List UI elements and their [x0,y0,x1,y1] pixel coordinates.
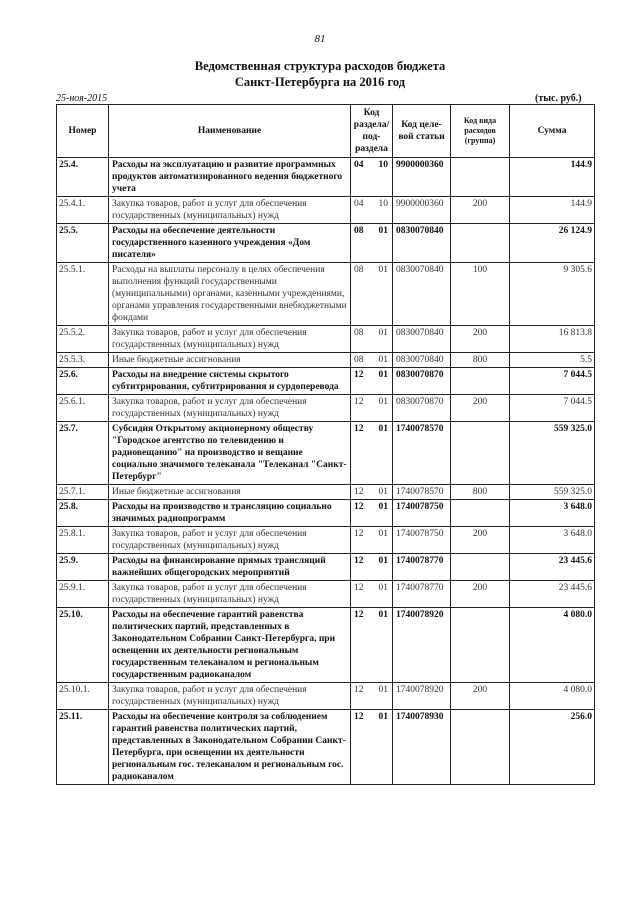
row-section-code: 08 [351,263,372,326]
row-target-code: 9900000360 [393,158,451,197]
row-number: 25.5.1. [57,263,109,326]
table-row [57,422,595,485]
row-name: Расходы на финансирование прямых трансляций важнейших общегородских мероприятий [109,554,351,581]
row-expense-type-code [451,158,510,197]
row-target-code: 0830070870 [393,395,451,422]
row-number: 25.9.1. [57,581,109,608]
row-section-code: 08 [351,353,372,368]
header-num: Номер [57,105,109,158]
row-name: Закупка товаров, работ и услуг для обеспечения государственных (муниципальных) нужд [109,395,351,422]
row-subsection-code: 01 [372,683,393,710]
row-subsection-code: 01 [372,353,393,368]
row-section-code: 08 [351,326,372,353]
row-sum: 5.5 [510,353,595,368]
row-section-code: 12 [351,710,372,785]
row-target-code: 1740078770 [393,581,451,608]
row-subsection-code: 01 [372,608,393,683]
row-section-code: 12 [351,683,372,710]
page-number: 81 [314,33,326,45]
row-expense-type-code [451,422,510,485]
row-number: 25.10. [57,608,109,683]
row-target-code: 1740078750 [393,527,451,554]
table-row [57,263,595,326]
table-row [57,485,595,500]
row-subsection-code: 01 [372,422,393,485]
row-name: Иные бюджетные ассигнования [109,485,351,500]
row-sum: 559 325.0 [510,422,595,485]
row-number: 25.6.1. [57,395,109,422]
row-target-code: 0830070840 [393,353,451,368]
table-row [57,197,595,224]
row-name: Расходы на обеспечение гарантий равенства политических партий, представленных в Законодательном Собрании Санкт-Петербурга, при освещении их деятельности региональным государственным телеканалом и региональным государственным радиоканалом [109,608,351,683]
table-body [57,158,595,785]
table-row [57,554,595,581]
table-row [57,527,595,554]
row-name: Иные бюджетные ассигнования [109,353,351,368]
row-number: 25.5.2. [57,326,109,353]
row-sum: 144.9 [510,197,595,224]
row-section-code: 12 [351,395,372,422]
row-expense-type-code: 800 [451,485,510,500]
row-expense-type-code: 100 [451,263,510,326]
row-expense-type-code [451,500,510,527]
row-sum: 9 305.6 [510,263,595,326]
row-target-code: 1740078770 [393,554,451,581]
row-sum: 256.0 [510,710,595,785]
row-subsection-code: 10 [372,197,393,224]
row-number: 25.6. [57,368,109,395]
row-number: 25.10.1. [57,683,109,710]
header-target: Код целе- вой статьи [393,105,451,158]
header-expense-type: Код вида расходов (группа) [451,105,510,158]
row-subsection-code: 01 [372,395,393,422]
row-section-code: 12 [351,500,372,527]
row-expense-type-code: 200 [451,197,510,224]
row-section-code: 04 [351,158,372,197]
row-number: 25.4.1. [57,197,109,224]
row-target-code: 1740078570 [393,422,451,485]
row-number: 25.8. [57,500,109,527]
table-row [57,158,595,197]
row-expense-type-code: 200 [451,527,510,554]
row-name: Закупка товаров, работ и услуг для обеспечения государственных (муниципальных) нужд [109,581,351,608]
table-row [57,683,595,710]
row-subsection-code: 01 [372,263,393,326]
page-title [0,58,640,90]
row-name: Закупка товаров, работ и услуг для обеспечения государственных (муниципальных) нужд [109,197,351,224]
row-sum: 3 648.0 [510,527,595,554]
row-sum: 559 325.0 [510,485,595,500]
row-target-code: 0830070840 [393,263,451,326]
table-row [57,326,595,353]
row-target-code: 1740078920 [393,683,451,710]
row-subsection-code: 01 [372,554,393,581]
row-expense-type-code: 200 [451,581,510,608]
row-sum: 144.9 [510,158,595,197]
table-row [57,608,595,683]
row-name: Закупка товаров, работ и услуг для обеспечения государственных (муниципальных) нужд [109,326,351,353]
table-row [57,368,595,395]
row-target-code: 0830070840 [393,326,451,353]
table-row [57,710,595,785]
row-number: 25.11. [57,710,109,785]
row-expense-type-code [451,608,510,683]
row-target-code: 9900000360 [393,197,451,224]
units-label: (тыс. руб.) [535,93,582,104]
row-number: 25.4. [57,158,109,197]
row-number: 25.5. [57,224,109,263]
row-sum: 7 044.5 [510,368,595,395]
row-expense-type-code [451,368,510,395]
row-sum: 23 445.6 [510,581,595,608]
row-target-code: 1740078920 [393,608,451,683]
row-expense-type-code: 200 [451,683,510,710]
row-target-code: 1740078930 [393,710,451,785]
row-target-code: 1740078750 [393,500,451,527]
row-subsection-code: 01 [372,500,393,527]
report-date: 25-ноя-2015 [56,93,108,104]
table-row [57,500,595,527]
row-section-code: 12 [351,554,372,581]
row-sum: 26 124.9 [510,224,595,263]
row-sum: 7 044.5 [510,395,595,422]
row-subsection-code: 10 [372,158,393,197]
row-target-code: 1740078570 [393,485,451,500]
row-section-code: 12 [351,608,372,683]
row-number: 25.9. [57,554,109,581]
title-line-2: Санкт-Петербурга на 2016 год [234,75,406,89]
row-subsection-code: 01 [372,326,393,353]
row-name: Расходы на производство и трансляцию социально значимых радиопрограмм [109,500,351,527]
row-expense-type-code [451,554,510,581]
row-number: 25.8.1. [57,527,109,554]
row-sum: 16 813.8 [510,326,595,353]
row-name: Расходы на внедрение системы скрытого субтитрирования, субтитрирования и сурдоперевода [109,368,351,395]
row-expense-type-code [451,224,510,263]
row-name: Закупка товаров, работ и услуг для обеспечения государственных (муниципальных) нужд [109,527,351,554]
header-sum: Сумма [510,105,595,158]
row-subsection-code: 01 [372,581,393,608]
budget-table [56,104,595,785]
row-subsection-code: 01 [372,224,393,263]
row-name: Закупка товаров, работ и услуг для обеспечения государственных (муниципальных) нужд [109,683,351,710]
row-target-code: 0830070840 [393,224,451,263]
row-name: Расходы на обеспечение деятельности государственного казенного учреждения «Дом писателя» [109,224,351,263]
header-name: Наименование [109,105,351,158]
row-subsection-code: 01 [372,527,393,554]
row-target-code: 0830070870 [393,368,451,395]
row-name: Расходы на эксплуатацию и развитие программных продуктов автоматизированного ведения бюджетного учета [109,158,351,197]
row-sum: 3 648.0 [510,500,595,527]
row-name: Расходы на выплаты персоналу в целях обеспечения выполнения функций государственными (муниципальными) органами, казенными учреждениями, органами управления государственными внебюджетными фондами [109,263,351,326]
row-name: Расходы на обеспечение контроля за соблюдением гарантий равенства политических партий, представленных в Законодательном Собрании Санкт-Петербурга, при освещении их деятельности региональным гос. телеканалом и региональным гос. радиоканалом [109,710,351,785]
table-row [57,224,595,263]
row-number: 25.7. [57,422,109,485]
row-subsection-code: 01 [372,485,393,500]
table-row [57,395,595,422]
title-line-1: Ведомственная структура расходов бюджета [194,59,446,73]
table-row [57,353,595,368]
row-section-code: 12 [351,527,372,554]
row-section-code: 08 [351,224,372,263]
row-section-code: 12 [351,368,372,395]
header-section: Код раздела/ под- раздела [351,105,393,158]
row-expense-type-code: 200 [451,326,510,353]
table-header-row [57,105,595,158]
row-sum: 4 080.0 [510,608,595,683]
row-expense-type-code: 200 [451,395,510,422]
row-sum: 4 080.0 [510,683,595,710]
row-name: Субсидия Открытому акционерному обществу "Городское агентство по телевидению и радиовещанию" на производство и вещание социально значимого телеканала "Телеканал "Санкт-Петербург" [109,422,351,485]
row-expense-type-code [451,710,510,785]
row-subsection-code: 01 [372,368,393,395]
row-number: 25.5.3. [57,353,109,368]
table-row [57,581,595,608]
row-sum: 23 445.6 [510,554,595,581]
row-expense-type-code: 800 [451,353,510,368]
row-section-code: 12 [351,485,372,500]
row-number: 25.7.1. [57,485,109,500]
row-section-code: 12 [351,422,372,485]
row-section-code: 04 [351,197,372,224]
row-subsection-code: 01 [372,710,393,785]
row-section-code: 12 [351,581,372,608]
